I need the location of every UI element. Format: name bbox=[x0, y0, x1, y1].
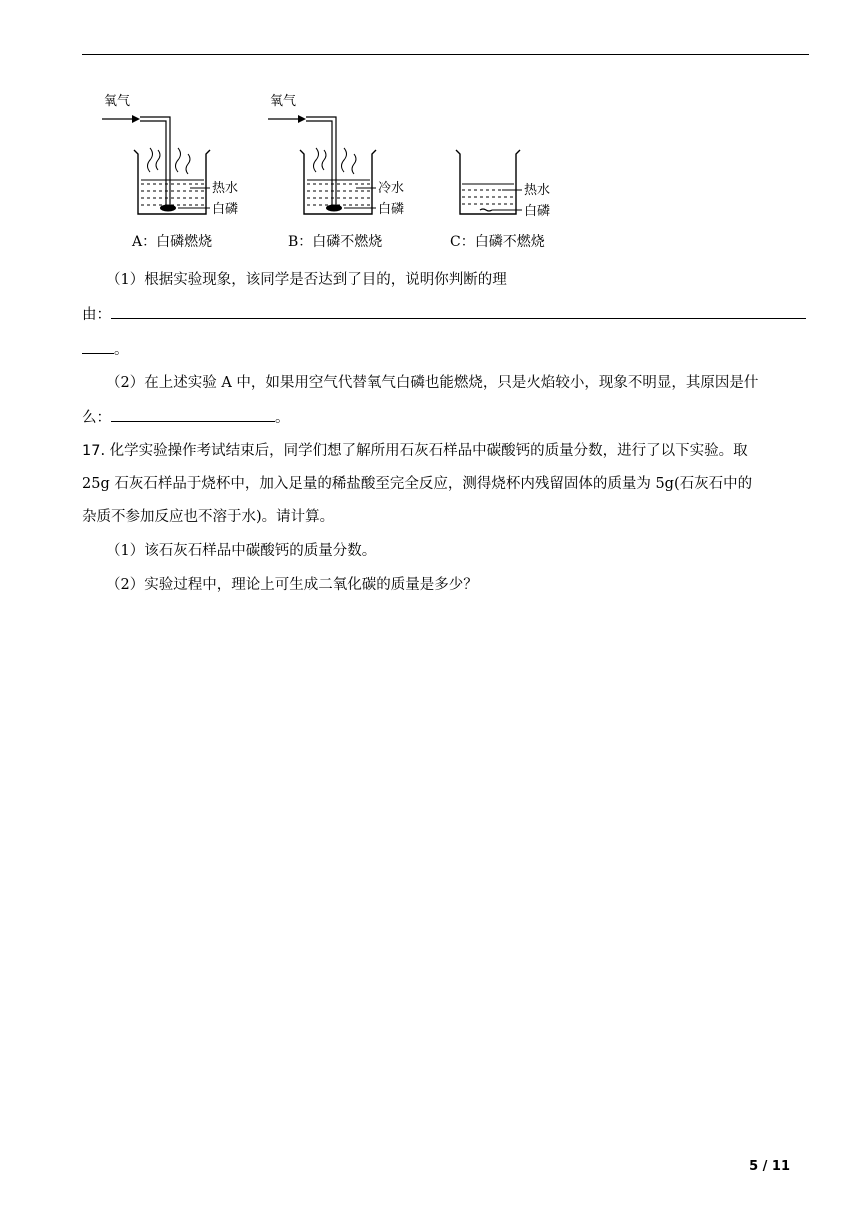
q16-part2-line1: （2）在上述实验 A 中，如果用空气代替氧气白磷也能燃烧，只是火焰较小，现象不明显，其原因是什 bbox=[106, 375, 759, 391]
answer-blank-2[interactable] bbox=[111, 421, 275, 422]
caption-a: A：白磷燃烧 bbox=[132, 234, 213, 250]
oxygen-label-b: 氧气 bbox=[270, 94, 297, 109]
q17-line1 bbox=[82, 441, 748, 461]
experiment-figure bbox=[98, 90, 568, 255]
beaker-a bbox=[102, 94, 238, 250]
q17-text-1: . 化学实验操作考试结束后，同学们想了解所用石灰石样品中碳酸钙的质量分数，进行了以下实验。取 bbox=[100, 443, 748, 459]
phosphorus-label-b: 白磷 bbox=[378, 202, 405, 217]
q17-part2: （2）实验过程中，理论上可生成二氧化碳的质量是多少？ bbox=[106, 577, 478, 593]
answer-blank-1b[interactable] bbox=[82, 353, 114, 354]
q16-part2-end: 。 bbox=[275, 410, 290, 426]
beaker-b bbox=[268, 94, 404, 250]
caption-c: C：白磷不燃烧 bbox=[450, 234, 545, 250]
arrow-head-icon bbox=[132, 115, 140, 123]
q16-part1-line2 bbox=[82, 305, 806, 325]
q16-part1-line1: （1）根据实验现象，该同学是否达到了目的，说明你判断的理 bbox=[106, 272, 507, 288]
q17-line3: 杂质不参加反应也不溶于水)。请计算。 bbox=[82, 509, 335, 525]
q17-part1: （1）该石灰石样品中碳酸钙的质量分数。 bbox=[106, 543, 377, 559]
phosphorus-label-a: 白磷 bbox=[212, 202, 239, 217]
q16-part2-label: 么： bbox=[82, 410, 111, 426]
beaker-c bbox=[450, 150, 550, 250]
page-number: 5 / 11 bbox=[749, 1159, 790, 1174]
arrow-head-icon bbox=[298, 115, 306, 123]
hot-water-label-a: 热水 bbox=[212, 181, 239, 196]
q17-line2: 25g 石灰石样品于烧杯中，加入足量的稀盐酸至完全反应，测得烧杯内残留固体的质量为 5g(石灰石中的 bbox=[82, 476, 753, 492]
answer-blank-1a[interactable] bbox=[111, 318, 806, 319]
q16-part2-line2 bbox=[82, 408, 290, 428]
oxygen-label-a: 氧气 bbox=[104, 94, 131, 109]
cold-water-label-b: 冷水 bbox=[378, 181, 405, 196]
hot-water-label-c: 热水 bbox=[524, 183, 551, 198]
q17-number: 17 bbox=[82, 443, 101, 459]
q16-part1-end: 。 bbox=[114, 342, 129, 358]
q16-part1-line3 bbox=[82, 340, 129, 360]
q16-part1-label: 由： bbox=[82, 307, 111, 323]
header-rule bbox=[82, 54, 809, 55]
experiment-diagram bbox=[98, 90, 568, 255]
phosphorus-label-c: 白磷 bbox=[524, 204, 551, 219]
caption-b: B：白磷不燃烧 bbox=[288, 234, 383, 250]
